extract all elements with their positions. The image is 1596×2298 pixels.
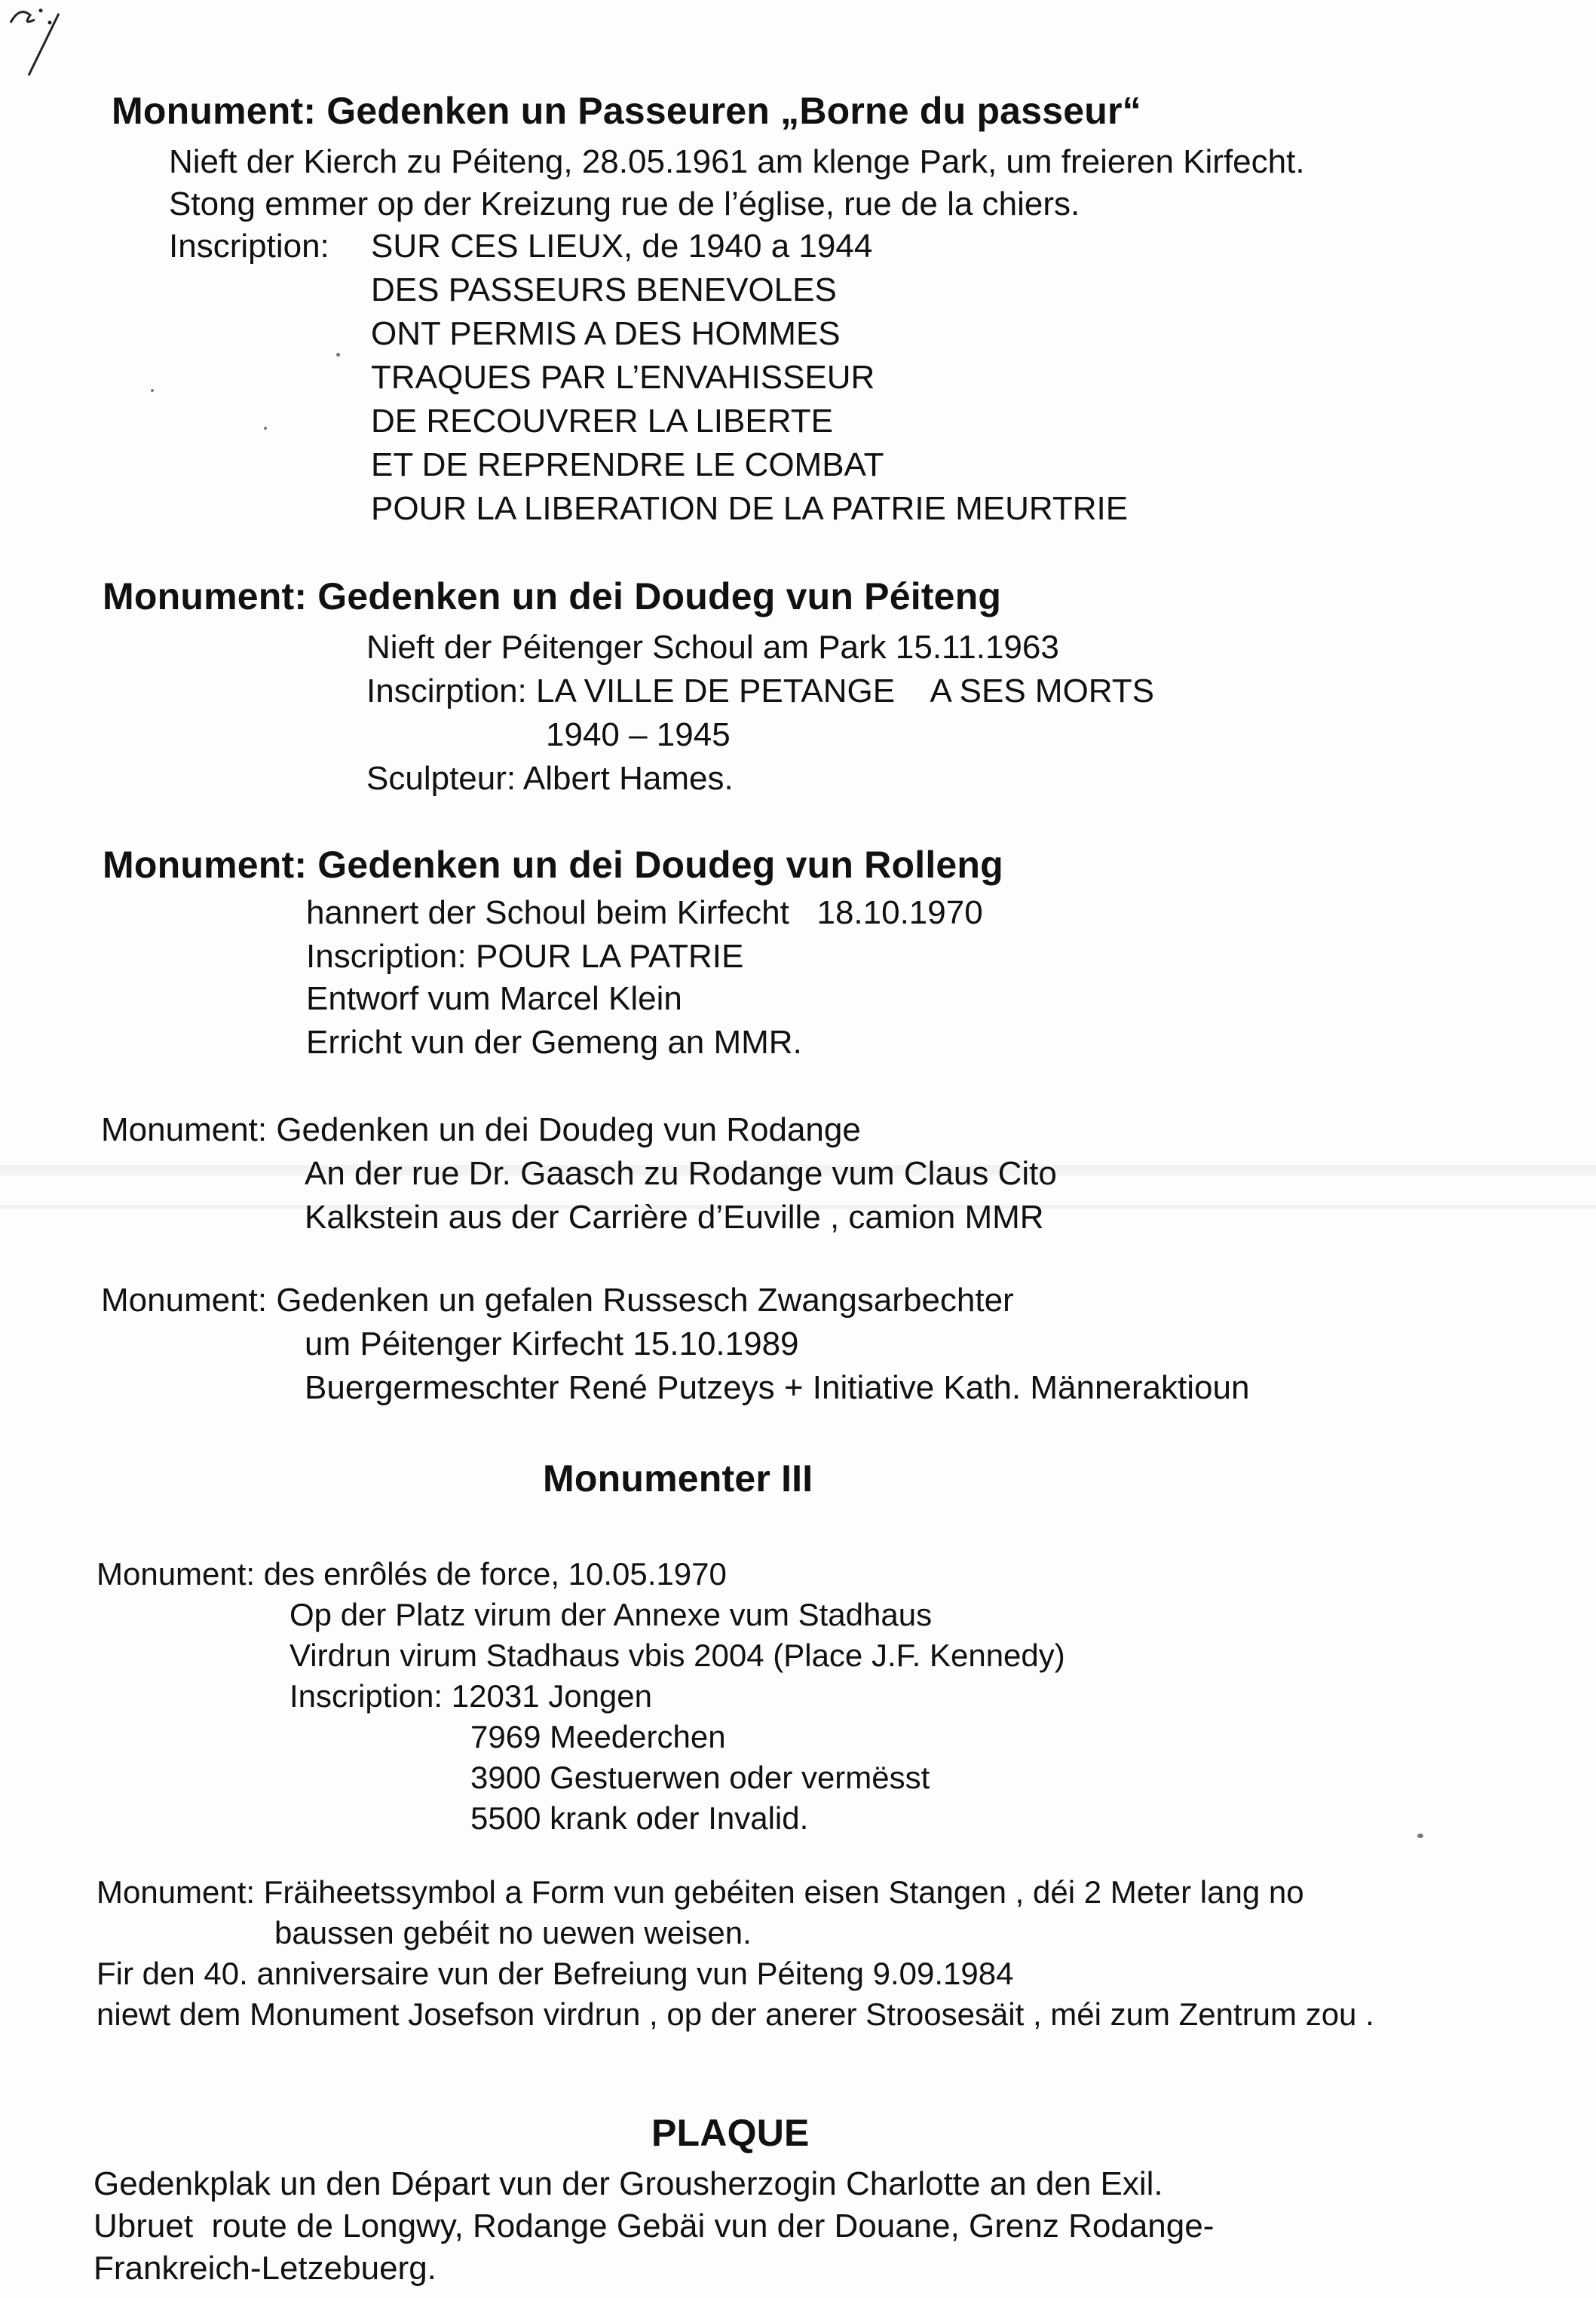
page-title-monumenter-iii: Monumenter III [543, 1457, 813, 1500]
inscription-line: POUR LA LIBERATION DE LA PATRIE MEURTRIE [371, 490, 1129, 527]
text-line: baussen gebéit no uewen weisen. [274, 1915, 752, 1950]
inscription-line: SUR CES LIEUX, de 1940 a 1944 [371, 228, 873, 265]
section-heading-borne-du-passeur: Monument: Gedenken un Passeuren „Borne du passeur“ [112, 90, 1141, 132]
text-line: hannert der Schoul beim Kirfecht 18.10.1970 [306, 894, 983, 931]
text-line: Entworf vum Marcel Klein [306, 980, 682, 1017]
sculptor-line: Sculpteur: Albert Hames. [366, 760, 734, 797]
text-line: Frankreich-Letzebuerg. [93, 2250, 437, 2287]
text-line: Nieft der Péitenger Schoul am Park 15.11.1963 [366, 629, 1059, 666]
section-heading-fraiheetssymbol: Monument: Fräiheetssymbol a Form vun gebéiten eisen Stangen , déi 2 Meter lang no [96, 1874, 1304, 1910]
text-line: Kalkstein aus der Carrière d’Euville , camion MMR [305, 1199, 1044, 1236]
text-line: Fir den 40. anniversaire vun der Befreiung vun Péiteng 9.09.1984 [96, 1956, 1014, 1991]
text-line: niewt dem Monument Josefson virdrun , op der anerer Stroosesäit , méi zum Zentrum zou . [96, 1996, 1374, 2032]
inscription-line: Inscription: POUR LA PATRIE [306, 938, 744, 975]
text-line: Gedenkplak un den Départ vun der Grousherzogin Charlotte an den Exil. [93, 2165, 1163, 2202]
text-line: Virdrun virum Stadhaus vbis 2004 (Place J.F. Kennedy) [289, 1638, 1065, 1673]
text-line: um Péitenger Kirfecht 15.10.1989 [305, 1325, 799, 1362]
text-line: An der rue Dr. Gaasch zu Rodange vum Claus Cito [305, 1155, 1057, 1192]
section-heading-doudeg-rodange: Monument: Gedenken un dei Doudeg vun Rodange [101, 1111, 861, 1148]
section-heading-plaque: PLAQUE [651, 2112, 810, 2154]
section-heading-enroles-de-force: Monument: des enrôlés de force, 10.05.1970 [96, 1556, 727, 1592]
inscription-label: Inscription: [169, 228, 329, 265]
text-line: Stong emmer op der Kreizung rue de l’église, rue de la chiers. [169, 185, 1080, 222]
inscription-line: ET DE REPRENDRE LE COMBAT [371, 446, 884, 483]
inscription-line: DE RECOUVRER LA LIBERTE [371, 403, 833, 440]
text-line: Op der Platz virum der Annexe vum Stadhaus [289, 1597, 933, 1632]
section-heading-doudeg-rolleng: Monument: Gedenken un dei Doudeg vun Rolleng [103, 844, 1003, 886]
paper-speck [151, 389, 154, 392]
text-line: Buergermeschter René Putzeys + Initiative Kath. Männeraktioun [305, 1369, 1250, 1406]
handwritten-mark [0, 0, 106, 83]
inscription-years: 1940 – 1945 [546, 716, 731, 753]
text-line: Ubruet route de Longwy, Rodange Gebäi vun der Douane, Grenz Rodange- [93, 2208, 1215, 2244]
paper-speck [336, 353, 340, 357]
section-heading-doudeg-peiteng: Monument: Gedenken un dei Doudeg vun Péiteng [103, 575, 1002, 617]
inscription-line: TRAQUES PAR L’ENVAHISSEUR [371, 359, 875, 396]
paper-speck [264, 427, 267, 430]
inscription-line: DES PASSEURS BENEVOLES [371, 271, 837, 308]
inscription-line: ONT PERMIS A DES HOMMES [371, 315, 841, 352]
inscription-line: 7969 Meederchen [470, 1719, 726, 1754]
inscription-line: Inscirption: LA VILLE DE PETANGE A SES MORTS [366, 673, 1154, 709]
text-line: Erricht vun der Gemeng an MMR. [306, 1024, 802, 1061]
section-heading-russesch-zwangsarbechter: Monument: Gedenken un gefalen Russesch Zwangsarbechter [101, 1282, 1014, 1319]
paper-speck [1417, 1834, 1423, 1838]
text-line: Nieft der Kierch zu Péiteng, 28.05.1961 am klenge Park, um freieren Kirfecht. [169, 143, 1305, 180]
inscription-line: 5500 krank oder Invalid. [470, 1800, 809, 1836]
inscription-line: 3900 Gestuerwen oder vermësst [470, 1760, 930, 1795]
inscription-line: Inscription: 12031 Jongen [289, 1678, 653, 1714]
